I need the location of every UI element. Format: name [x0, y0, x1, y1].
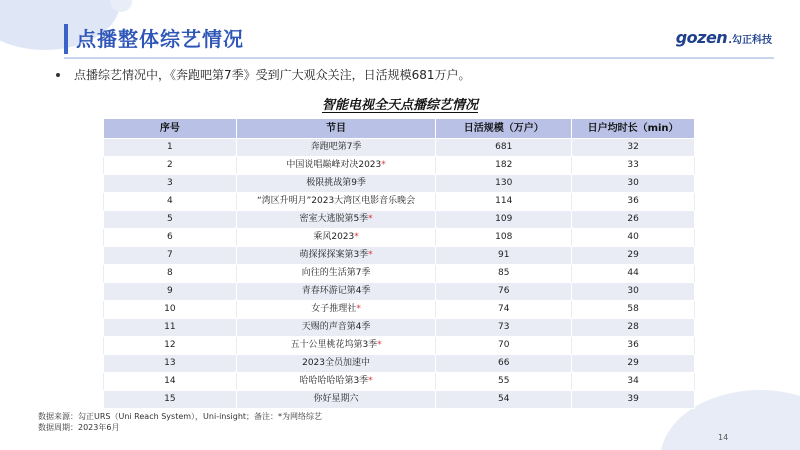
cell-program — [236, 193, 436, 211]
table-row — [104, 283, 695, 301]
table-row — [104, 391, 695, 409]
cell-program — [236, 265, 436, 283]
cell-daily-active: 114 — [436, 193, 572, 211]
bullet-dot-icon — [56, 73, 60, 77]
web-variety-marker: * — [368, 376, 373, 386]
cell-index: 11 — [104, 319, 237, 337]
summary-bullet — [56, 67, 471, 83]
cell-daily-active: 55 — [436, 373, 572, 391]
cell-duration: 44 — [572, 265, 695, 283]
cell-duration: 36 — [572, 193, 695, 211]
cell-daily-active: 130 — [436, 175, 572, 193]
table-row — [104, 373, 695, 391]
program-name: 天赐的声音第4季 — [301, 322, 371, 332]
cell-program — [236, 157, 436, 175]
program-name: 密室大逃脱第5季 — [299, 214, 369, 224]
table-header-row — [104, 119, 695, 139]
title-divider — [64, 57, 774, 59]
web-variety-marker: * — [354, 232, 359, 242]
cell-daily-active: 91 — [436, 247, 572, 265]
table-row — [104, 211, 695, 229]
cell-program — [236, 229, 436, 247]
footer-period: 数据周期：2023年6月 — [38, 423, 120, 432]
program-name: 青春环游记第4季 — [301, 286, 371, 296]
summary-text: 点播综艺情况中，《奔跑吧第7季》受到广大观众关注，日活规模681万户。 — [74, 68, 471, 82]
cell-index: 14 — [104, 373, 237, 391]
title-accent-bar — [64, 24, 68, 54]
brand-logo-cn: .勾正科技 — [728, 35, 772, 46]
cell-index: 6 — [104, 229, 237, 247]
cell-index: 2 — [104, 157, 237, 175]
footer-source: 数据来源：勾正URS（Uni Reach System），Uni-insight；备注：*为网络综艺 — [38, 412, 323, 421]
table-row — [104, 157, 695, 175]
variety-show-table — [103, 118, 695, 409]
table-row — [104, 247, 695, 265]
cell-duration: 29 — [572, 355, 695, 373]
cell-program — [236, 319, 436, 337]
program-name: 萌探探探案第3季 — [299, 250, 369, 260]
column-header-index: 序号 — [104, 119, 237, 139]
program-name: 奔跑吧第7季 — [310, 142, 362, 152]
table-row — [104, 175, 695, 193]
cell-program — [236, 373, 436, 391]
cell-index: 10 — [104, 301, 237, 319]
cell-index: 15 — [104, 391, 237, 409]
cell-duration: 29 — [572, 247, 695, 265]
cell-duration: 26 — [572, 211, 695, 229]
cell-program — [236, 337, 436, 355]
table-row — [104, 319, 695, 337]
cell-daily-active: 681 — [436, 139, 572, 157]
cell-index: 1 — [104, 139, 237, 157]
cell-duration: 39 — [572, 391, 695, 409]
table-row — [104, 193, 695, 211]
table-row — [104, 337, 695, 355]
program-name: 中国说唱巅峰对决2023 — [286, 160, 382, 170]
cell-duration: 30 — [572, 283, 695, 301]
column-header-program: 节目 — [236, 119, 436, 139]
cell-daily-active: 108 — [436, 229, 572, 247]
brand-logo-en: gozen — [675, 28, 728, 47]
program-name: 极限挑战第9季 — [306, 178, 366, 188]
cell-duration: 36 — [572, 337, 695, 355]
cell-daily-active: 66 — [436, 355, 572, 373]
cell-program — [236, 139, 436, 157]
cell-daily-active: 74 — [436, 301, 572, 319]
cell-program — [236, 283, 436, 301]
table-title-text: 智能电视全天点播综艺情况 — [321, 98, 478, 113]
web-variety-marker: * — [356, 304, 361, 314]
program-name: 乘风2023 — [313, 232, 355, 242]
page-number: 14 — [718, 433, 729, 442]
table-row — [104, 301, 695, 319]
program-name: 哈哈哈哈哈第3季 — [299, 376, 369, 386]
cell-program — [236, 391, 436, 409]
web-variety-marker: * — [368, 214, 373, 224]
cell-daily-active: 70 — [436, 337, 572, 355]
web-variety-marker: * — [368, 250, 373, 260]
table-row — [104, 139, 695, 157]
cell-duration: 28 — [572, 319, 695, 337]
cell-duration: 34 — [572, 373, 695, 391]
column-header-daily-active: 日活规模（万户） — [436, 119, 572, 139]
program-name: “湾区升明月”2023大湾区电影音乐晚会 — [256, 196, 416, 206]
program-name: 2023全员加速中 — [302, 358, 371, 368]
cell-duration: 40 — [572, 229, 695, 247]
web-variety-marker: * — [381, 160, 386, 170]
cell-index: 9 — [104, 283, 237, 301]
cell-index: 8 — [104, 265, 237, 283]
cell-daily-active: 85 — [436, 265, 572, 283]
cell-index: 7 — [104, 247, 237, 265]
footer-notes — [38, 411, 322, 433]
cell-daily-active: 182 — [436, 157, 572, 175]
table-row — [104, 229, 695, 247]
cell-program — [236, 247, 436, 265]
cell-duration: 32 — [572, 139, 695, 157]
cell-daily-active: 73 — [436, 319, 572, 337]
program-name: 五十公里桃花坞第3季 — [290, 340, 378, 350]
cell-daily-active: 76 — [436, 283, 572, 301]
program-name: 女子推理社 — [311, 304, 357, 314]
table-title — [0, 94, 800, 113]
cell-index: 3 — [104, 175, 237, 193]
cell-index: 13 — [104, 355, 237, 373]
cell-duration: 30 — [572, 175, 695, 193]
cell-duration: 58 — [572, 301, 695, 319]
program-name: 向往的生活第7季 — [301, 268, 371, 278]
cell-program — [236, 301, 436, 319]
cell-program — [236, 175, 436, 193]
brand-logo — [676, 28, 772, 47]
web-variety-marker: * — [377, 340, 382, 350]
cell-index: 12 — [104, 337, 237, 355]
page-title: 点播整体综艺情况 — [76, 27, 244, 51]
program-name: 你好星期六 — [313, 394, 359, 404]
cell-program — [236, 355, 436, 373]
table-row — [104, 355, 695, 373]
table-row — [104, 265, 695, 283]
cell-daily-active: 54 — [436, 391, 572, 409]
column-header-duration: 日户均时长（min） — [572, 119, 695, 139]
cell-index: 5 — [104, 211, 237, 229]
cell-index: 4 — [104, 193, 237, 211]
cell-program — [236, 211, 436, 229]
cell-duration: 33 — [572, 157, 695, 175]
cell-daily-active: 109 — [436, 211, 572, 229]
